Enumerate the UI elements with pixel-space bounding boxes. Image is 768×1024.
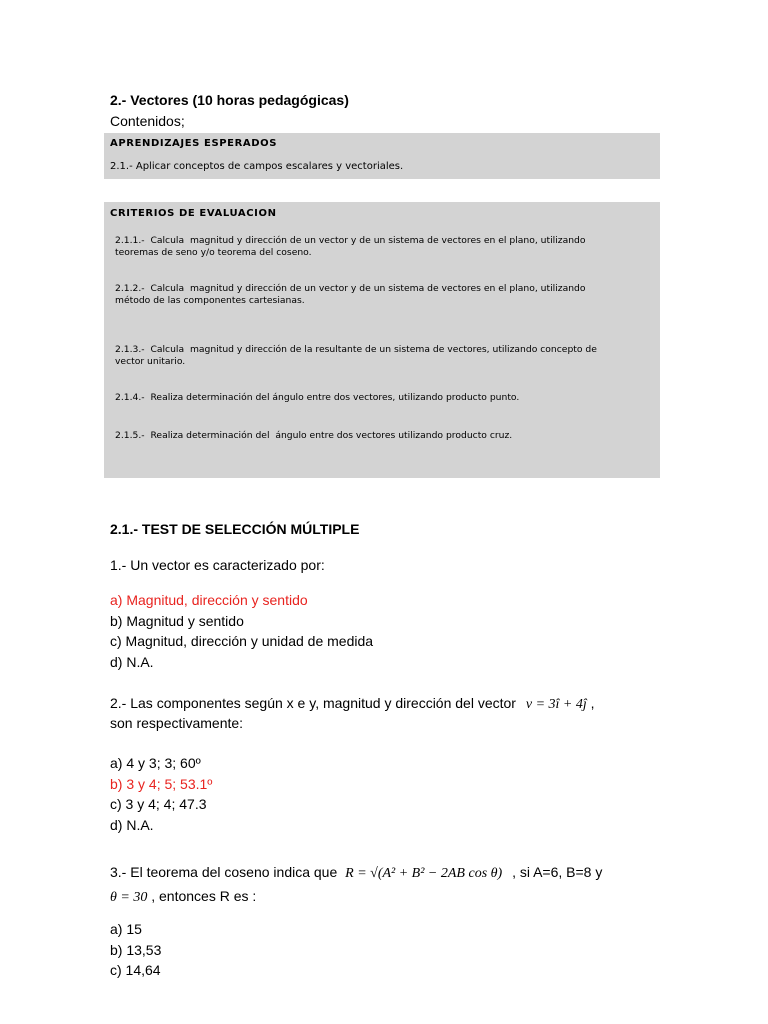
criterio-item: 2.1.4.- Realiza determinación del ángulo entre dos vectores, utilizando producto punto. xyxy=(115,392,520,403)
option-b: b) 13,53 xyxy=(110,941,162,958)
question-2-text: 2.- Las componentes según x e y, magnitud y dirección del vector xyxy=(110,695,516,711)
cosine-formula: R = √(A² + B² − 2AB cos θ) xyxy=(345,866,503,881)
theta-equation: θ = 30 xyxy=(110,890,148,905)
question-1-options xyxy=(110,590,373,672)
question-3-line2 xyxy=(110,886,256,909)
option-c: c) 14,64 xyxy=(110,962,161,978)
question-1: 1.- Un vector es caracterizado por: xyxy=(110,557,325,573)
question-2-line2: son respectivamente: xyxy=(110,715,244,731)
criterios-header: CRITERIOS DE EVALUACION xyxy=(110,208,277,219)
aprendizajes-header: APRENDIZAJES ESPERADOS xyxy=(110,138,278,149)
option-a: a) 15 xyxy=(110,921,142,937)
option-d: d) N.A. xyxy=(110,816,154,833)
question-2-options xyxy=(110,753,212,835)
option-b: b) Magnitud y sentido xyxy=(110,612,244,629)
criterios-box xyxy=(104,202,660,478)
option-a: a) Magnitud, dirección y sentido xyxy=(110,592,308,608)
option-d: d) N.A. xyxy=(110,653,154,670)
question-3-mid: , si A=6, B=8 y xyxy=(512,864,603,880)
aprendizajes-box xyxy=(104,133,660,179)
criterio-item: 2.1.3.- Calcula magnitud y dirección de la resultante de un sistema de vectores, utilizando concepto de vector unitario. xyxy=(115,344,597,368)
question-2-comma: , xyxy=(590,695,595,711)
test-title: 2.1.- TEST DE SELECCIÓN MÚLTIPLE xyxy=(110,521,360,537)
question-3 xyxy=(110,862,602,885)
option-b: b) 3 y 4; 5; 53.1º xyxy=(110,775,213,792)
criterio-item: 2.1.1.- Calcula magnitud y dirección de un vector y de un sistema de vectores en el plano, utilizando teoremas de seno y/o teorema del coseno. xyxy=(115,235,586,259)
section-subtitle: Contenidos; xyxy=(110,113,185,129)
criterio-item: 2.1.2.- Calcula magnitud y dirección de un vector y de un sistema de vectores en el plano, utilizando método de las componentes cartesianas. xyxy=(115,283,586,307)
question-3-post: , entonces R es : xyxy=(151,888,257,904)
option-c: c) Magnitud, dirección y unidad de medida xyxy=(110,633,374,649)
option-c: c) 3 y 4; 4; 47.3 xyxy=(110,796,207,812)
criterio-item: 2.1.5.- Realiza determinación del ángulo entre dos vectores utilizando producto cruz. xyxy=(115,430,513,441)
section-title: 2.- Vectores (10 horas pedagógicas) xyxy=(110,92,349,108)
question-3-options xyxy=(110,919,161,981)
option-a: a) 4 y 3; 3; 60º xyxy=(110,755,201,771)
question-3-text: 3.- El teorema del coseno indica que xyxy=(110,864,338,880)
aprendizajes-item: 2.1.- Aplicar conceptos de campos escalares y vectoriales. xyxy=(110,161,404,172)
vector-formula: ν = 3î + 4ĵ xyxy=(525,697,587,712)
